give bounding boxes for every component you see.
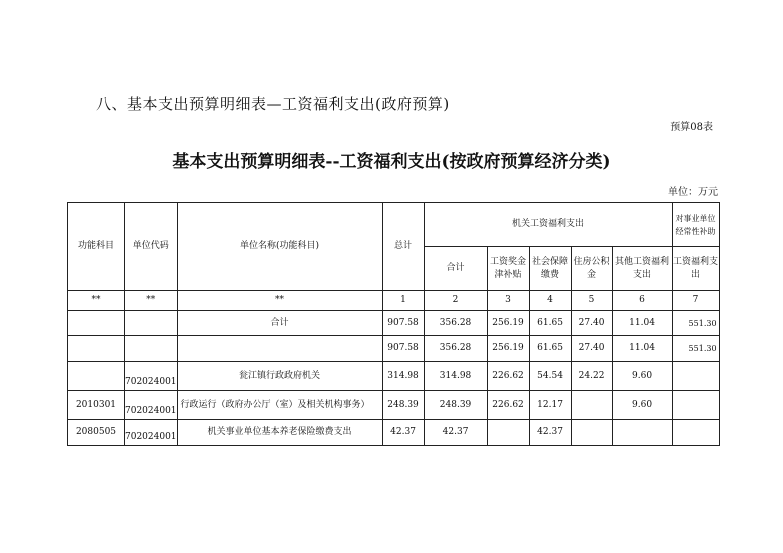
wage-cell: 226.62 [487, 362, 529, 391]
index-cell: 5 [571, 291, 612, 311]
index-cell: ** [177, 291, 382, 311]
index-cell: 2 [424, 291, 487, 311]
unit-code-cell: 702024001 [125, 420, 178, 446]
func-subject-cell [68, 311, 125, 336]
func-subject-cell: 2080505 [68, 420, 125, 446]
social-cell: 12.17 [529, 391, 571, 420]
total-cell: 314.98 [382, 362, 424, 391]
budget-table [67, 202, 720, 446]
index-cell: 3 [487, 291, 529, 311]
total-cell: 907.58 [382, 311, 424, 336]
unit-code-cell: 702024001 [125, 362, 178, 391]
social-cell: 61.65 [529, 311, 571, 336]
subtotal-cell: 356.28 [424, 311, 487, 336]
index-cell: 7 [672, 291, 719, 311]
subtotal-cell: 42.37 [424, 420, 487, 446]
header-wage-bonus: 工资奖金津补贴 [487, 247, 529, 291]
header-housing-fund: 住房公积金 [571, 247, 612, 291]
section-heading: 八、基本支出预算明细表—工资福利支出(政府预算) [96, 95, 450, 113]
total-cell: 907.58 [382, 336, 424, 362]
form-code: 预算08表 [670, 122, 713, 133]
subtotal-cell: 314.98 [424, 362, 487, 391]
header-social-security: 社会保障缴费 [529, 247, 571, 291]
housing-cell: 27.40 [571, 336, 612, 362]
unit-label: 单位：万元 [668, 187, 718, 198]
index-cell: ** [125, 291, 178, 311]
header-unit-code: 单位代码 [125, 203, 178, 291]
index-cell: 6 [612, 291, 672, 311]
header-subtotal: 合计 [424, 247, 487, 291]
subtotal-cell: 356.28 [424, 336, 487, 362]
wage-cell: 256.19 [487, 311, 529, 336]
other-cell [612, 420, 672, 446]
unit-code-cell [125, 311, 178, 336]
unit-code-cell [125, 336, 178, 362]
inst-cell [672, 362, 719, 391]
index-row [68, 291, 720, 311]
other-cell: 9.60 [612, 391, 672, 420]
total-cell: 248.39 [382, 391, 424, 420]
header-group-inst: 对事业单位经常性补助 [672, 203, 719, 247]
header-total: 总计 [382, 203, 424, 291]
header-other-welfare: 其他工资福利支出 [612, 247, 672, 291]
wage-cell [487, 420, 529, 446]
inst-cell: 551.30 [672, 336, 719, 362]
header-group-org: 机关工资福利支出 [424, 203, 672, 247]
index-cell: 1 [382, 291, 424, 311]
unit-name-cell: 瓮江镇行政政府机关 [177, 362, 382, 391]
housing-cell [571, 391, 612, 420]
inst-cell [672, 420, 719, 446]
housing-cell: 24.22 [571, 362, 612, 391]
unit-name-cell: 合计 [177, 311, 382, 336]
other-cell: 11.04 [612, 336, 672, 362]
subtotal-cell: 248.39 [424, 391, 487, 420]
table-row [68, 336, 720, 362]
unit-name-cell: 机关事业单位基本养老保险缴费支出 [177, 420, 382, 446]
unit-name-cell: 行政运行（政府办公厅（室）及相关机构事务） [177, 391, 382, 420]
social-cell: 42.37 [529, 420, 571, 446]
func-subject-cell [68, 336, 125, 362]
inst-cell [672, 391, 719, 420]
wage-cell: 256.19 [487, 336, 529, 362]
table-row [68, 420, 720, 446]
header-unit-name: 单位名称(功能科目) [177, 203, 382, 291]
social-cell: 54.54 [529, 362, 571, 391]
header-inst-welfare: 工资福利支出 [672, 247, 719, 291]
header-func-subject: 功能科目 [68, 203, 125, 291]
total-cell: 42.37 [382, 420, 424, 446]
index-cell: 4 [529, 291, 571, 311]
header-row-1 [68, 203, 720, 247]
housing-cell [571, 420, 612, 446]
housing-cell: 27.40 [571, 311, 612, 336]
func-subject-cell [68, 362, 125, 391]
unit-name-cell [177, 336, 382, 362]
func-subject-cell: 2010301 [68, 391, 125, 420]
other-cell: 11.04 [612, 311, 672, 336]
table-row [68, 391, 720, 420]
table-row [68, 311, 720, 336]
unit-code-cell: 702024001 [125, 391, 178, 420]
other-cell: 9.60 [612, 362, 672, 391]
wage-cell: 226.62 [487, 391, 529, 420]
inst-cell: 551.30 [672, 311, 719, 336]
table-title: 基本支出预算明细表--工资福利支出(按政府预算经济分类) [172, 152, 611, 172]
table-row [68, 362, 720, 391]
index-cell: ** [68, 291, 125, 311]
social-cell: 61.65 [529, 336, 571, 362]
